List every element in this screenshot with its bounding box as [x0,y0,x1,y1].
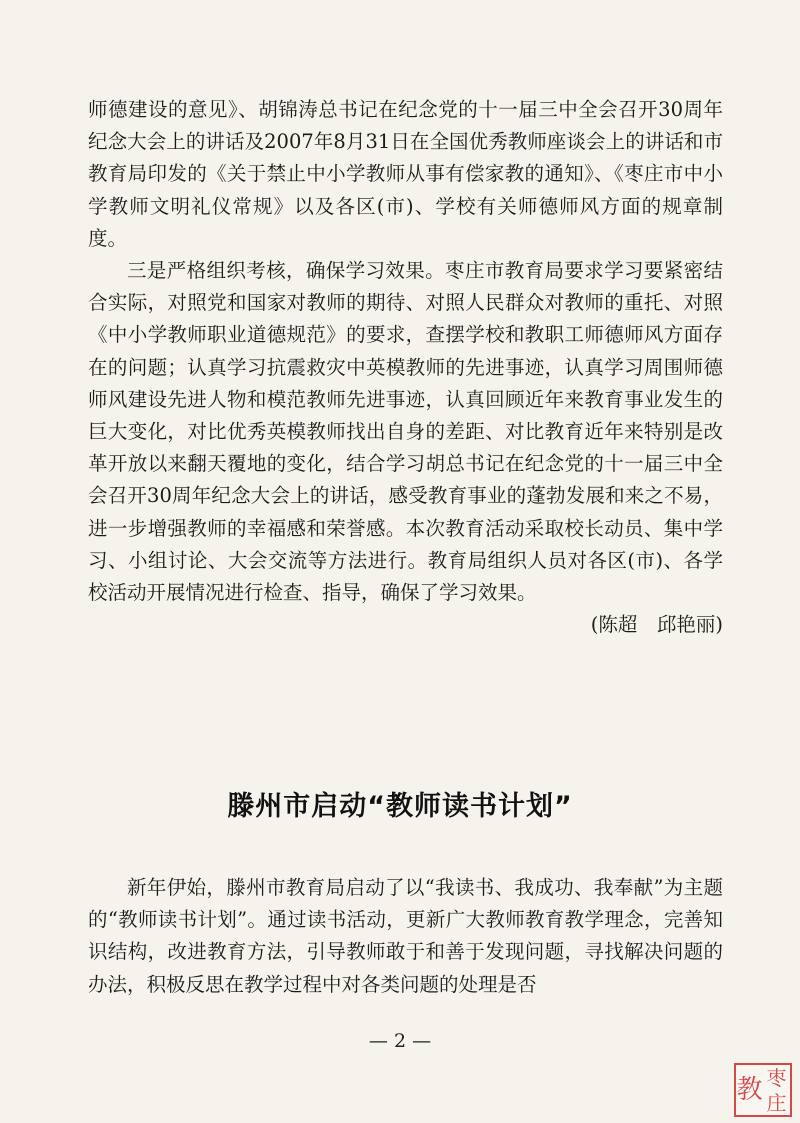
paragraph-regulations: 师德建设的意见》、胡锦涛总书记在纪念党的十一届三中全会召开30周年纪念大会上的讲话及2007年8月31日在全国优秀教师座谈会上的讲话和市教育局印发的《关于禁止中小学教师从事有偿家教的通知》、《枣庄市中小学教师文明礼仪常规》以及各区(市)、学校有关师德师风方面的规章制度。 [88,98,723,250]
article-headline: 滕州市启动“教师读书计划” [227,791,573,822]
paragraph-reading-plan: 新年伊始，滕州市教育局启动了以“我读书、我成功、我奉献”为主题的“教师读书计划”。通过读书活动，更新广大教师教育教学理念，完善知识结构，改进教育方法，引导教师敢于和善于发现问题，寻找解决问题的办法，积极反思在教学过程中对各类问题的处理是否 [88,876,723,996]
article-body [88,872,723,1001]
paragraph-assessment: 三是严格组织考核，确保学习效果。枣庄市教育局要求学习要紧密结合实际，对照党和国家对教师的期待、对照人民群众对教师的重托、对照《中小学教师职业道德规范》的要求，查摆学校和教职工师德师风方面存在的问题；认真学习抗震救灾中英模教师的先进事迹，认真学习周围师德师风建设先进人物和模范教师先进事迹，认真回顾近年来教育事业发生的巨大变化，对比优秀英模教师找出自身的差距、对比教育近年来特别是改革开放以来翻天覆地的变化，结合学习胡总书记在纪念党的十一届三中全会召开30周年纪念大会上的讲话，感受教育事业的蓬勃发展和来之不易，进一步增强教师的幸福感和荣誉感。本次教育活动采取校长动员、集中学习、小组讨论、大会交流等方法进行。教育局组织人员对各区(市)、各学校活动开展情况进行检查、指导，确保了学习效果。 [88,259,723,605]
seal-char: 教 [736,1075,763,1105]
seal-char: 庄 [766,1090,787,1115]
seal-char: 枣 [766,1065,787,1090]
publisher-seal [734,1063,792,1117]
author-signature: (陈超 邱艳丽) [590,613,723,637]
page-number: — 2 — [368,1030,432,1052]
article-continuation [88,94,723,641]
